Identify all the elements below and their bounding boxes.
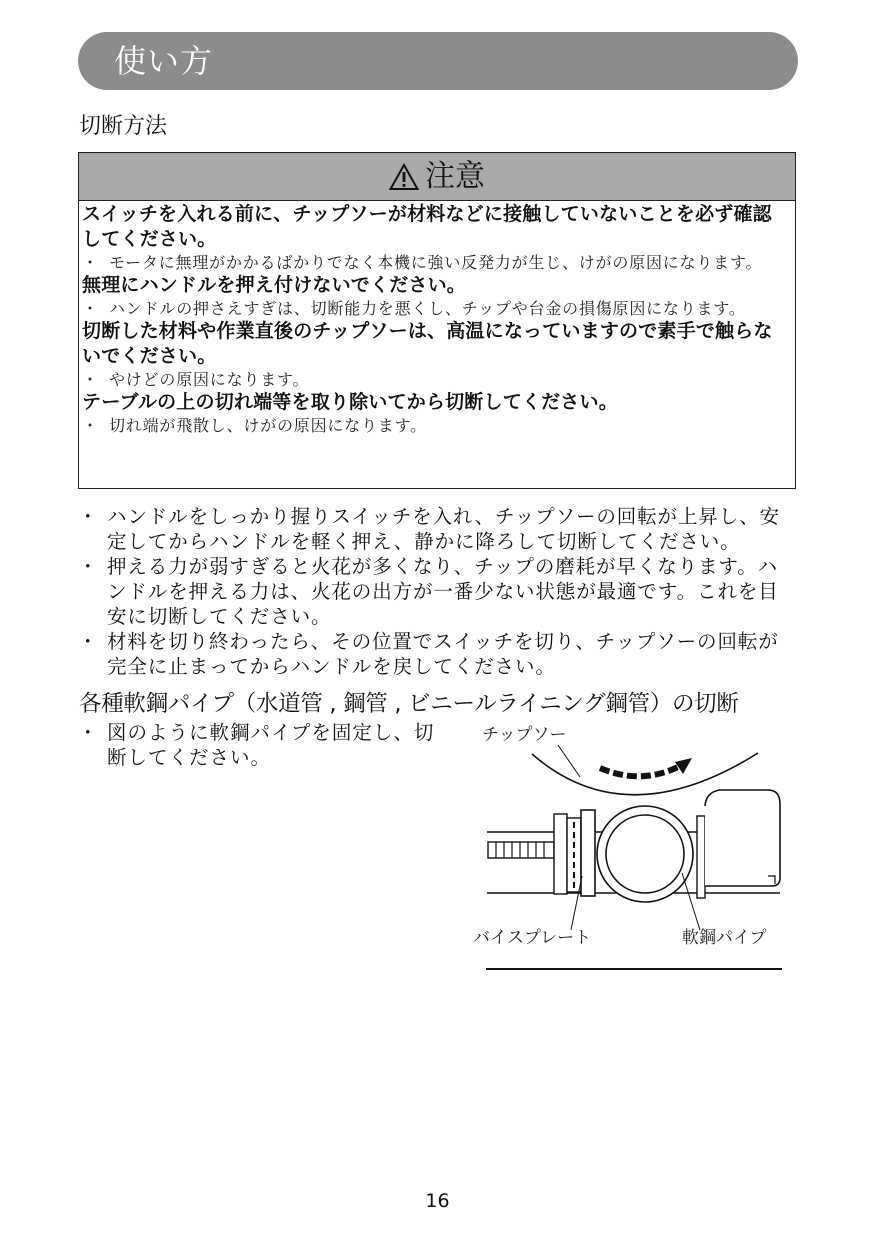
bullet-symbol: ・ xyxy=(78,630,98,653)
caution-item-3-heading: 切断した材料や作業直後のチップソーは、高温になっていますので素手で触らないでください。 xyxy=(82,320,773,367)
warning-triangle-icon xyxy=(389,163,419,191)
caution-item-3-note-text: やけどの原因になります。 xyxy=(109,370,310,389)
bullet-symbol: ・ xyxy=(78,505,98,528)
caution-item-1-heading: スイッチを入れる前に、チップソーが材料などに接触していないことを必ず確認してください。 xyxy=(82,203,772,250)
bullet-symbol: ・ xyxy=(78,721,98,744)
list-item xyxy=(78,554,796,629)
label-steel-pipe: 軟鋼パイプ xyxy=(682,928,767,948)
bullet-symbol: ・ xyxy=(78,555,98,578)
header-bar xyxy=(78,32,798,90)
caution-header xyxy=(79,153,795,201)
caution-item-2-heading: 無理にハンドルを押え付けないでください。 xyxy=(82,274,467,296)
section-title-pipe-cutting: 各種軟鋼パイプ（水道管 , 鋼管 , ビニールライニング鋼管）の切断 xyxy=(79,691,739,717)
pipe-note xyxy=(78,720,448,770)
bullet-symbol: ・ xyxy=(82,299,99,318)
caution-item-3-note xyxy=(82,369,789,390)
caution-item-4-heading: テーブルの上の切れ端等を取り除いてから切断してください。 xyxy=(82,391,618,413)
caution-item-1-note xyxy=(82,252,789,273)
label-tip-saw: チップソー xyxy=(482,725,567,745)
section-title-cutting-method: 切断方法 xyxy=(79,114,168,139)
list-item-text: 材料を切り終わったら、その位置でスイッチを切り、チップソーの回転が完全に止まってからハンドルを戻してください。 xyxy=(107,630,779,678)
bullet-symbol: ・ xyxy=(82,416,99,435)
pipe-clamping-diagram xyxy=(470,718,790,980)
list-item-text: 押える力が弱すぎると火花が多くなり、チップの磨耗が早くなります。ハンドルを押える力は、火花の出方が一番少ない状態が最適です。これを目安に切断してください。 xyxy=(107,555,779,628)
caution-item-2-note xyxy=(82,298,789,319)
instruction-list xyxy=(78,504,796,679)
list-item xyxy=(78,629,796,679)
caution-body xyxy=(79,201,795,436)
pipe-note-text: 図のように軟鋼パイプを固定し、切断してください。 xyxy=(107,721,435,769)
caution-title: 注意 xyxy=(425,158,485,194)
caution-item-1-note-text: モータに無理がかかるばかりでなく本機に強い反発力が生じ、けがの原因になります。 xyxy=(109,253,763,272)
list-item-text: ハンドルをしっかり握りスイッチを入れ、チップソーの回転が上昇し、安定してからハンドルを軽く押え、静かに降ろして切断してください。 xyxy=(107,505,781,553)
label-vise-plate: バイスプレート xyxy=(473,928,592,948)
bullet-symbol: ・ xyxy=(82,253,99,272)
caution-item-2-note-text: ハンドルの押さえすぎは、切断能力を悪くし、チップや台金の損傷原因になります。 xyxy=(109,299,746,318)
page-number: 16 xyxy=(425,1190,450,1212)
caution-item-4-note-text: 切れ端が飛散し、けがの原因になります。 xyxy=(109,416,427,435)
caution-item-4-note xyxy=(82,415,789,436)
page-title: 使い方 xyxy=(114,42,214,80)
list-item xyxy=(78,504,796,554)
bullet-symbol: ・ xyxy=(82,370,99,389)
caution-box xyxy=(78,152,796,489)
